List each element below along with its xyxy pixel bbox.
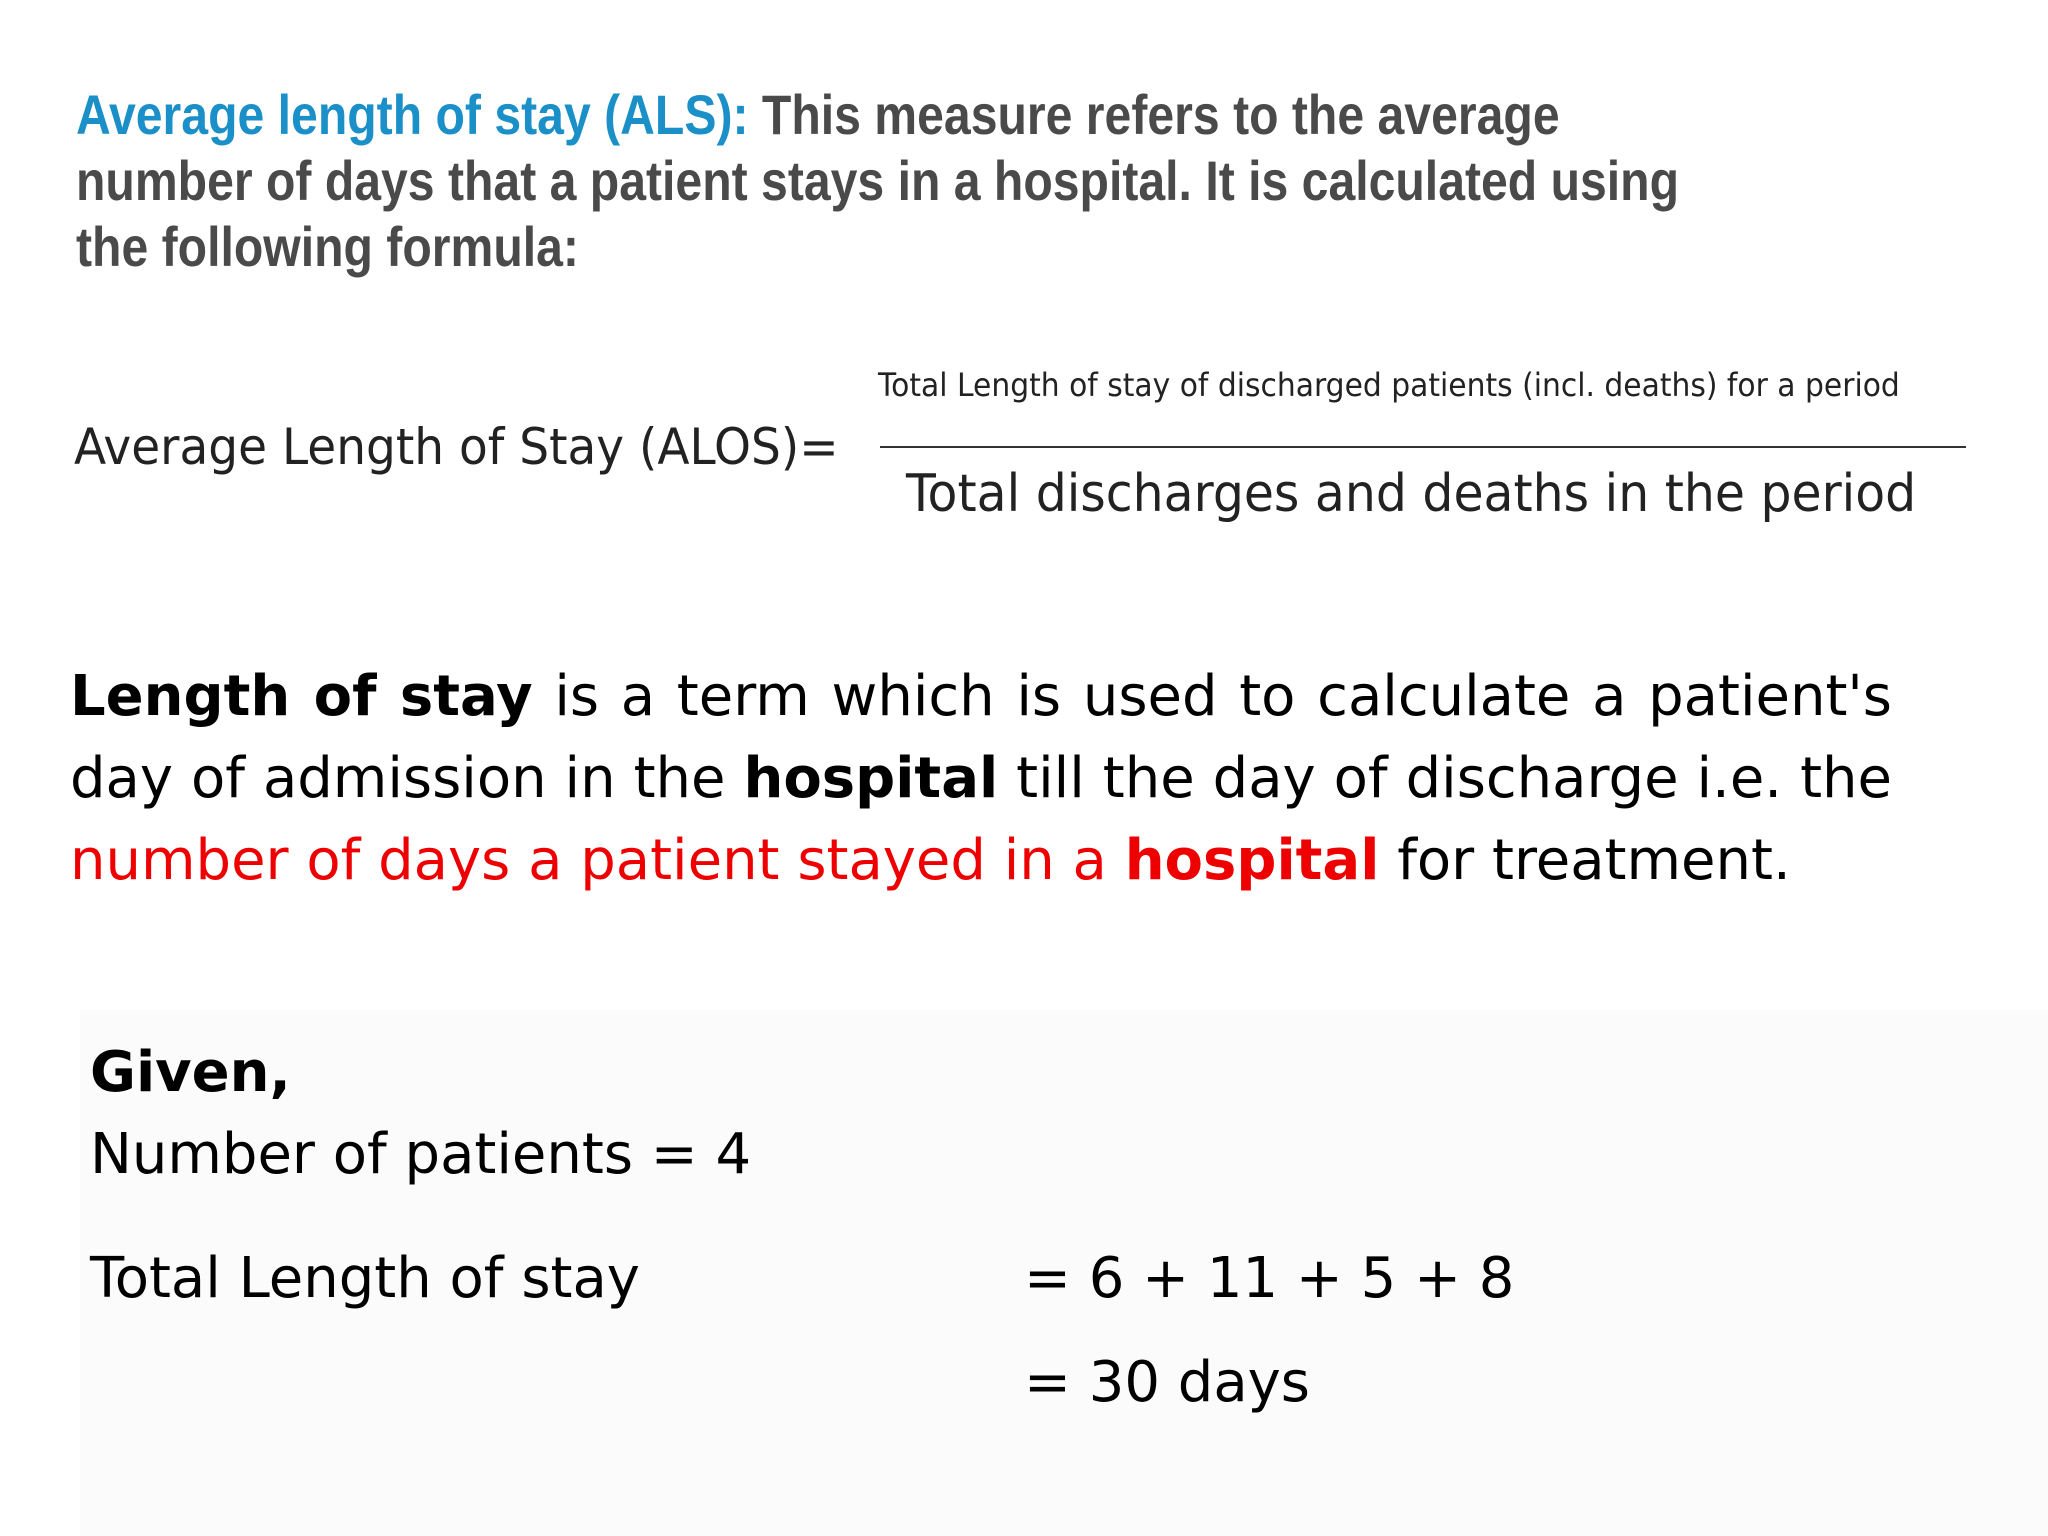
total-los-label: Total Length of stay (90, 1246, 640, 1311)
formula-denominator: Total discharges and deaths in the period (906, 464, 1917, 524)
als-description: This measure refers to the average number of days that a patient stays in a hospital. It is calculated using the following formula: (76, 83, 1680, 278)
patients-count: Number of patients = 4 (90, 1122, 752, 1187)
formula-lhs: Average Length of Stay (ALOS)= (74, 418, 839, 476)
formula-numerator: Total Length of stay of discharged patients (incl. deaths) for a period (878, 366, 1900, 404)
red-text: number of days a patient stayed in a (70, 828, 1125, 893)
als-definition (76, 82, 1710, 280)
para-text-2: till the day of discharge i.e. the (998, 746, 1892, 811)
total-los-result: = 30 days (1024, 1350, 1310, 1415)
para-text-1: is a term which is used to calculate a patient's day of admission in the (70, 664, 1892, 811)
length-of-stay-paragraph (70, 656, 1892, 902)
bold-hospital: hospital (743, 746, 999, 811)
red-bold-hospital: hospital (1124, 828, 1380, 893)
total-los-sum: = 6 + 11 + 5 + 8 (1024, 1246, 1515, 1311)
para-text-3: for treatment. (1379, 828, 1791, 893)
als-term: Average length of stay (ALS): (76, 83, 749, 146)
given-title: Given, (90, 1040, 291, 1105)
fraction-bar (880, 446, 1966, 448)
bold-term: Length of stay (70, 664, 533, 729)
